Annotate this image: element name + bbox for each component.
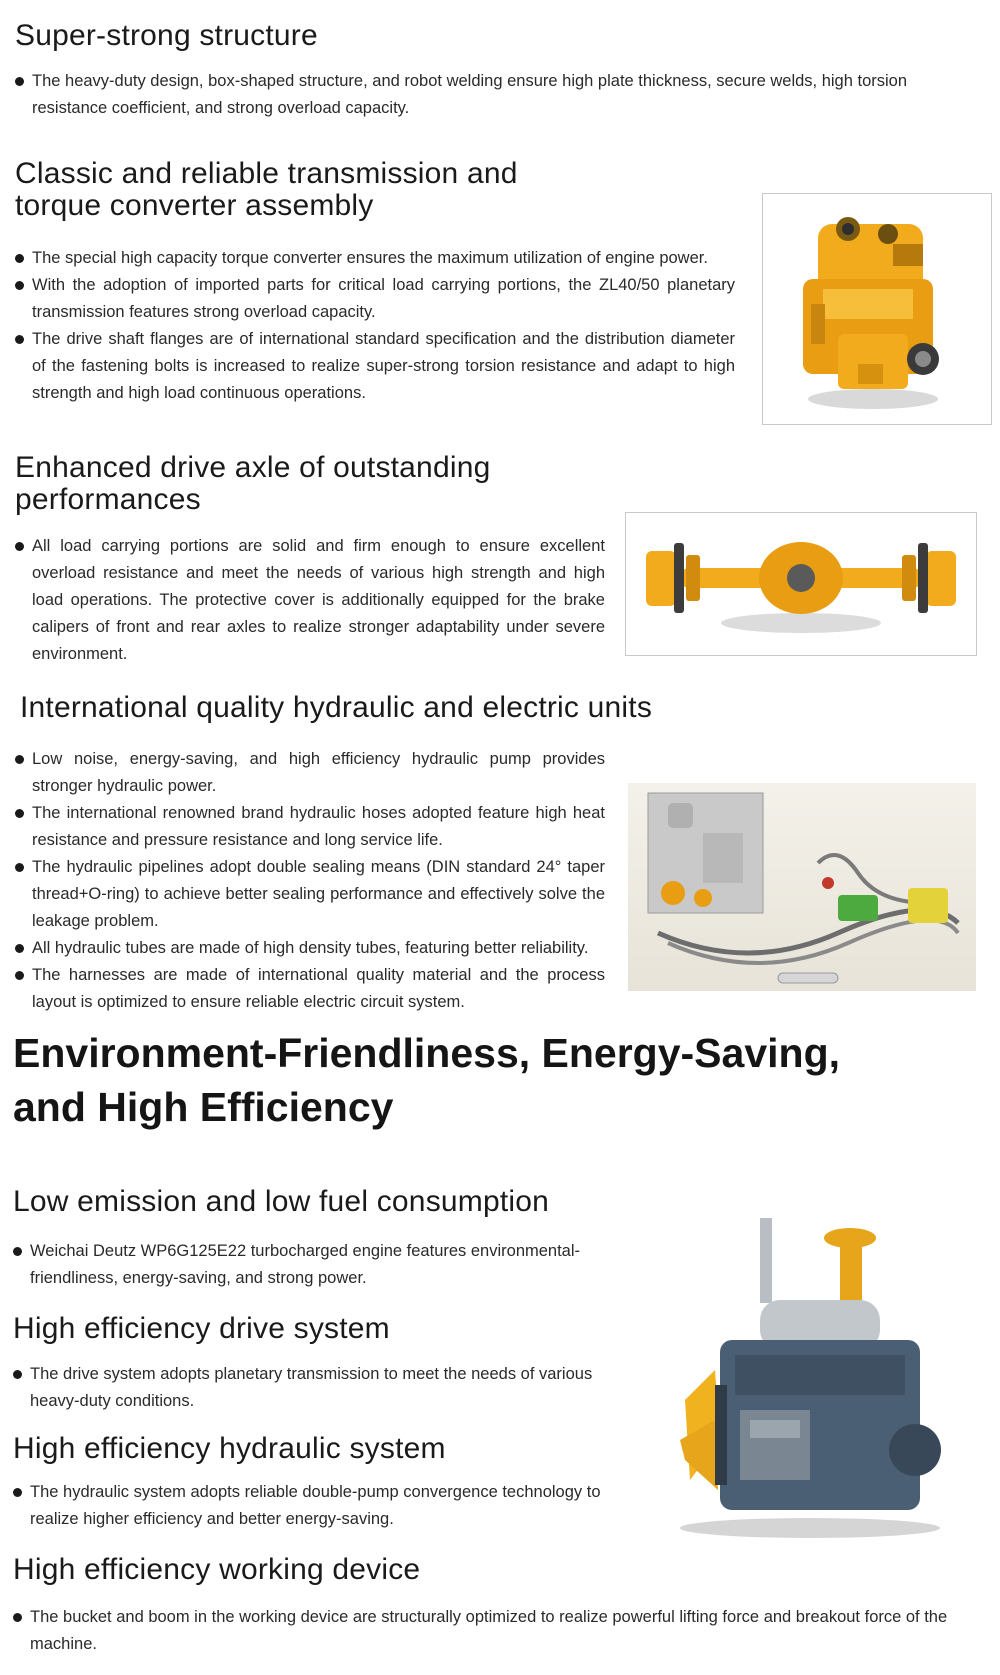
section-title-transmission xyxy=(15,158,518,222)
title-line: Enhanced drive axle of outstanding xyxy=(15,451,491,484)
title-line: performances xyxy=(15,483,201,516)
list-item: The special high capacity torque converter ensures the maximum utilization of engine power. xyxy=(15,245,735,272)
section-title-working-device: High efficiency working device xyxy=(13,1553,421,1586)
title-line: torque converter assembly xyxy=(15,189,374,222)
list-item: With the adoption of imported parts for critical load carrying portions, the ZL40/50 planetary transmission features strong overload capacity. xyxy=(15,272,735,326)
section-title-axle xyxy=(15,452,490,516)
heading-line: and High Efficiency xyxy=(13,1084,394,1130)
bullet-list-axle xyxy=(15,533,605,668)
engine-image xyxy=(660,1210,960,1540)
list-item: The drive shaft flanges are of international standard specification and the distribution diameter of the fastening bolts is increased to realize super-strong torsion resistance and adapt to high strength and high load continuous operations. xyxy=(15,326,735,407)
section-title-hydraulic-electric: International quality hydraulic and electric units xyxy=(20,691,653,724)
list-item: Low noise, energy-saving, and high efficiency hydraulic pump provides stronger hydraulic power. xyxy=(15,746,605,800)
heading-line: Environment-Friendliness, Energy-Saving, xyxy=(13,1030,841,1076)
section-title-low-emission: Low emission and low fuel consumption xyxy=(13,1185,550,1218)
list-item: The international renowned brand hydraulic hoses adopted feature high heat resistance and pressure resistance and long service life. xyxy=(15,800,605,854)
hydraulic-system-image xyxy=(628,783,976,991)
bullet-list-hydraulic-system xyxy=(13,1479,653,1533)
list-item: All load carrying portions are solid and firm enough to ensure excellent overload resistance and meet the needs of various high strength and high load operations. The protective cover is additionally equipped for the brake calipers of front and rear axles to realize stronger adaptability under severe environment. xyxy=(15,533,605,668)
drive-axle-illustration-icon xyxy=(626,513,976,655)
transmission-illustration-icon xyxy=(763,194,991,424)
section-title-hydraulic-system: High efficiency hydraulic system xyxy=(13,1432,446,1465)
bullet-list-low-emission xyxy=(13,1238,638,1292)
bullet-list-working-device xyxy=(13,1604,993,1658)
main-heading xyxy=(13,1026,840,1134)
list-item: All hydraulic tubes are made of high density tubes, featuring better reliability. xyxy=(15,935,605,962)
list-item: Weichai Deutz WP6G125E22 turbocharged engine features environmental-friendliness, energy-saving, and strong power. xyxy=(13,1238,638,1292)
list-item: The heavy-duty design, box-shaped structure, and robot welding ensure high plate thickness, secure welds, high torsion resistance coefficient, and strong overload capacity. xyxy=(15,68,945,122)
bullet-list-hydraulic-electric xyxy=(15,746,605,1016)
bullet-list-transmission xyxy=(15,245,735,407)
list-item: The harnesses are made of international quality material and the process layout is optimized to ensure reliable electric circuit system. xyxy=(15,962,605,1016)
transmission-image xyxy=(762,193,992,425)
section-title-structure: Super-strong structure xyxy=(15,19,318,52)
bullet-list-structure xyxy=(15,68,945,122)
engine-illustration-icon xyxy=(660,1210,960,1540)
list-item: The drive system adopts planetary transmission to meet the needs of various heavy-duty conditions. xyxy=(13,1361,638,1415)
title-line: Classic and reliable transmission and xyxy=(15,157,518,190)
hydraulic-system-illustration-icon xyxy=(628,783,976,991)
bullet-list-drive-system xyxy=(13,1361,638,1415)
list-item: The bucket and boom in the working device are structurally optimized to realize powerful lifting force and breakout force of the machine. xyxy=(13,1604,993,1658)
list-item: The hydraulic pipelines adopt double sealing means (DIN standard 24° taper thread+O-ring) to achieve better sealing performance and effectively solve the leakage problem. xyxy=(15,854,605,935)
drive-axle-image xyxy=(625,512,977,656)
section-title-drive-system: High efficiency drive system xyxy=(13,1312,390,1345)
list-item: The hydraulic system adopts reliable double-pump convergence technology to realize higher efficiency and better energy-saving. xyxy=(13,1479,653,1533)
